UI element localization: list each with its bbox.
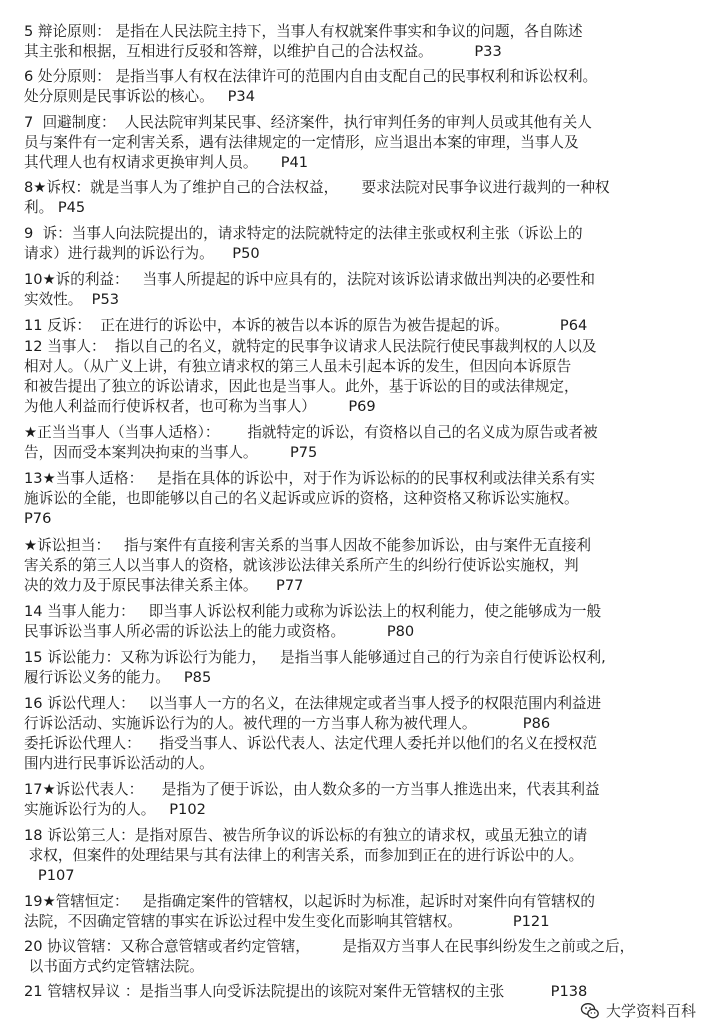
text-line: 12 当事人： 指以自己的名义，就特定的民事争议请求人民法院行使民事裁判权的人以及 (24, 338, 597, 355)
text-line: 实施诉讼行为的人。 P102 (24, 801, 206, 818)
text-line: 民事诉讼当事人所必需的诉讼法上的能力或资格。 P80 (24, 623, 415, 640)
text-line: 求权，但案件的处理结果与其有法律上的利害关系，而参加到正在的进行诉讼中的人。 (24, 847, 584, 864)
wechat-icon (580, 1001, 600, 1021)
text-line: 法院，不因确定管辖的事实在诉讼过程中发生变化而影响其管辖权。 P121 (24, 913, 550, 930)
text-line: 请求）进行裁判的诉讼行为。 P50 (24, 245, 260, 262)
text-line: 行诉讼活动、实施诉讼行为的人。被代理的一方当事人称为被代理人。 P86 (24, 715, 551, 732)
text-line: 利。 P45 (24, 199, 86, 216)
text-line: 委托诉讼代理人： 指受当事人、诉讼代表人、法定代理人委托并以他们的名义在授权范 (24, 735, 598, 752)
text-line: 10★诉的利益： 当事人所提起的诉中应具有的，法院对该诉讼请求做出判决的必要性和 (24, 271, 595, 288)
text-line: 17★诉讼代表人： 是指为了便于诉讼，由人数众多的一方当事人推选出来，代表其利益 (24, 781, 600, 798)
text-line: 害关系的第三人以当事人的资格，就该涉讼法律关系所产生的纠纷行使诉讼实施权，判 (24, 557, 579, 574)
text-line: 实效性。 P53 (24, 291, 120, 308)
text-line: 8★诉权：就是当事人为了维护自己的合法权益， 要求法院对民事争议进行裁判的一种权 (24, 179, 610, 196)
text-line: 和被告提出了独立的诉讼请求，因此也是当事人。此外，基于诉讼的目的或法律规定， (24, 378, 579, 395)
text-line: 为他人利益而行使诉权者，也可称为当事人） P69 (24, 398, 376, 415)
watermark-text: 大学资料百科 (605, 1002, 696, 1020)
text-line: 履行诉讼义务的能力。 P85 (24, 669, 212, 686)
text-line: 员与案件有一定利害关系，遇有法律规定的一定情形，应当退出本案的审理，当事人及 (24, 134, 579, 151)
text-line: 围内进行民事诉讼活动的人。 (24, 755, 214, 772)
text-line: 18 诉讼第三人：是指对原告、被告所争议的诉讼标的有独立的请求权，或虽无独立的请 (24, 827, 588, 844)
text-line: 5 辩论原则： 是指在人民法院主持下，当事人有权就案件事实和争议的问题，各自陈述 (24, 23, 583, 40)
text-line: 19★管辖恒定： 是指确定案件的管辖权，以起诉时为标准，起诉时对案件向有管辖权的 (24, 893, 595, 910)
text-line: 14 当事人能力： 即当事人诉讼权利能力或称为诉讼法上的权利能力，使之能够成为一般 (24, 603, 602, 620)
text-line: 施诉讼的全能，也即能够以自己的名义起诉或应诉的资格，这种资格又称诉讼实施权。 (24, 490, 579, 507)
text-line: 16 诉讼代理人： 以当事人一方的名义，在法律规定或者当事人授予的权限范围内利益进 (24, 695, 602, 712)
text-line: 决的效力及于原民事法律关系主体。 P77 (24, 577, 304, 594)
text-line: P107 (24, 867, 75, 884)
text-line: 7 回避制度： 人民法院审判某民事、经济案件，执行审判任务的审判人员或其他有关人 (24, 114, 592, 131)
text-line: 处分原则是民事诉讼的核心。 P34 (24, 88, 256, 105)
text-line: P76 (24, 510, 52, 527)
text-line: ★正当当事人（当事人适格）： 指就特定的诉讼，有资格以自己的名义成为原告或者被 (24, 424, 598, 441)
text-line: 6 处分原则： 是指当事人有权在法律许可的范围内自由支配自己的民事权利和诉讼权利。 (24, 68, 598, 85)
text-line: 告，因而受本案判决拘束的当事人。 P75 (24, 444, 318, 461)
text-line: 其代理人也有权请求更换审判人员。 P41 (24, 154, 309, 171)
text-line: 13★当事人适格： 是指在具体的诉讼中，对于作为诉讼标的的民事权利或法律关系有实 (24, 470, 595, 487)
text-line: 11 反诉： 正在进行的诉讼中，本诉的被告以本诉的原告为被告提起的诉。 P64 (24, 317, 588, 334)
text-line: 其主张和根据，互相进行反驳和答辩，以维护自己的合法权益。 P33 (24, 43, 502, 60)
text-line: ★诉讼担当： 指与案件有直接利害关系的当事人因故不能参加诉讼，由与案件无直接利 (24, 537, 591, 554)
text-line: 20 协议管辖：又称合意管辖或者约定管辖， 是指双方当事人在民事纠纷发生之前或之后， (24, 938, 635, 955)
text-line: 9 诉：当事人向法院提出的，请求特定的法院就特定的法律主张或权利主张（诉讼上的 (24, 225, 583, 242)
text-line: 相对人。（从广义上讲，有独立请求权的第三人虽未引起本诉的发生，但因向本诉原告 (24, 358, 572, 375)
text-line: 15 诉讼能力：又称为诉讼行为能力， 是指当事人能够通过自己的行为亲自行使诉讼权利, (24, 649, 606, 666)
text-line: 以书面方式约定管辖法院。 (24, 958, 204, 975)
text-line: 21 管辖权异议 ：是指当事人向受诉法院提出的该院对案件无管辖权的主张 P138 (24, 983, 588, 1000)
watermark (580, 1000, 696, 1021)
